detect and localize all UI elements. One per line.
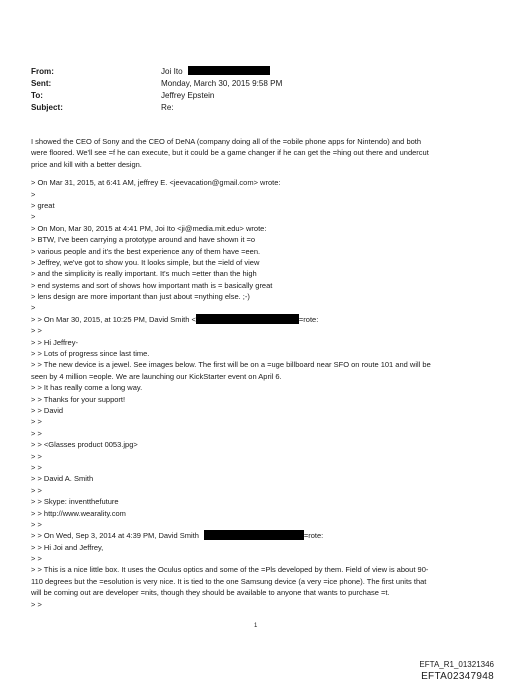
quote-text: =rote:: [303, 531, 324, 541]
quote-line: > and the simplicity is really important. It's much =etter than the high: [31, 269, 257, 279]
quote-line: > >: [31, 428, 42, 438]
redaction-box: [188, 66, 270, 75]
intro-paragraph: [31, 136, 481, 170]
quote-line: > > Skype: inventthefuture: [31, 497, 119, 507]
quote-line: > > Hi Joi and Jeffrey,: [31, 542, 104, 552]
redaction-box: [196, 314, 299, 324]
quote-line: > various people and it's the best experience any of them have =een.: [31, 246, 261, 256]
body-line: price and kill with a better design.: [31, 159, 142, 169]
quote-line: > >: [31, 451, 42, 461]
quote-line: > lens design are more important than just about =nything else. ;-): [31, 292, 250, 302]
quote-line: > >: [31, 326, 42, 336]
quote-line: > > Lots of progress since last time.: [31, 349, 150, 359]
subject-value: Re:: [161, 103, 174, 112]
quote-line: > >: [31, 462, 42, 472]
quote-line: > BTW, I've been carrying a prototype around and have shown it =o: [31, 235, 256, 245]
quote-line: >: [31, 212, 36, 222]
quote-text: =rote:: [298, 314, 319, 324]
page-number: 1: [254, 623, 258, 629]
document-reference-secondary: EFTA02347948: [421, 671, 494, 682]
quote-line: > On Mar 31, 2015, at 6:41 AM, jeffrey E. <jeevacation@gmail.com> wrote:: [31, 178, 281, 188]
subject-label: Subject:: [31, 103, 63, 112]
quote-line: > > <Glasses product 0053.jpg>: [31, 440, 138, 450]
from-label: From:: [31, 67, 54, 76]
quoted-thread: [31, 177, 481, 610]
quote-line: > >: [31, 417, 42, 427]
redaction-box: [204, 530, 304, 540]
quote-line: > >: [31, 554, 42, 564]
to-label: To:: [31, 91, 43, 100]
email-body: [31, 136, 481, 610]
quote-line: > > Hi Jeffrey-: [31, 337, 78, 347]
quote-line: > >: [31, 485, 42, 495]
sent-label: Sent:: [31, 79, 52, 88]
quote-line: > end systems and sort of shows how important math is = basically great: [31, 280, 273, 290]
quote-line-with-redaction: [31, 314, 481, 325]
document-reference-primary: EFTA_R1_01321346: [419, 660, 494, 669]
quote-line: will be coming out are developer =nits, though they should be available to anyone that wants to purchase =t.: [31, 588, 390, 598]
quote-line: 110 degrees but the =esolution is very nice. It is tied to the one Samsung device (a very =ice phone). The first units that: [31, 576, 427, 586]
quote-line: > great: [31, 200, 55, 210]
quote-line: >: [31, 303, 36, 313]
body-line: were floored. We'll see =f he can execute, but it could be a game changer if he can get the =hing out there and undercut: [31, 148, 429, 158]
quote-line: > > David: [31, 405, 64, 415]
sent-value: Monday, March 30, 2015 9:58 PM: [161, 79, 283, 88]
body-line: I showed the CEO of Sony and the CEO of DeNA (company doing all of the =obile phone apps for Nintendo) and both: [31, 137, 422, 146]
quote-text: > > On Mar 30, 2015, at 10:25 PM, David Smith <: [31, 314, 196, 324]
quote-line: > Jeffrey, we've got to show you. It looks simple, but the =ield of view: [31, 257, 260, 267]
quote-text: > > On Wed, Sep 3, 2014 at 4:39 PM, David Smith: [31, 531, 199, 541]
quote-line: > > Thanks for your support!: [31, 394, 126, 404]
quote-line: >: [31, 189, 36, 199]
quote-line: > > The new device is a jewel. See images below. The first will be on a =uge billboard near SFO on route 101 and will be: [31, 360, 431, 370]
quote-line: > > This is a nice little box. It uses the Oculus optics and some of the =Pls developed by them. Field of view is about 90-: [31, 565, 429, 575]
from-value: Joi Ito: [161, 67, 183, 76]
quote-line: > > David A. Smith: [31, 474, 94, 484]
quote-line: > > It has really come a long way.: [31, 383, 143, 393]
quote-line-with-redaction: [31, 530, 481, 541]
to-value: Jeffrey Epstein: [161, 91, 215, 100]
quote-line: > > http://www.wearality.com: [31, 508, 126, 518]
quote-line: > On Mon, Mar 30, 2015 at 4:41 PM, Joi Ito <ji@media.mit.edu> wrote:: [31, 223, 267, 233]
quote-line: > >: [31, 599, 42, 609]
quote-line: seen by 4 million =eople. We are launching our KickStarter event on April 6.: [31, 371, 282, 381]
quote-line: > >: [31, 519, 42, 529]
